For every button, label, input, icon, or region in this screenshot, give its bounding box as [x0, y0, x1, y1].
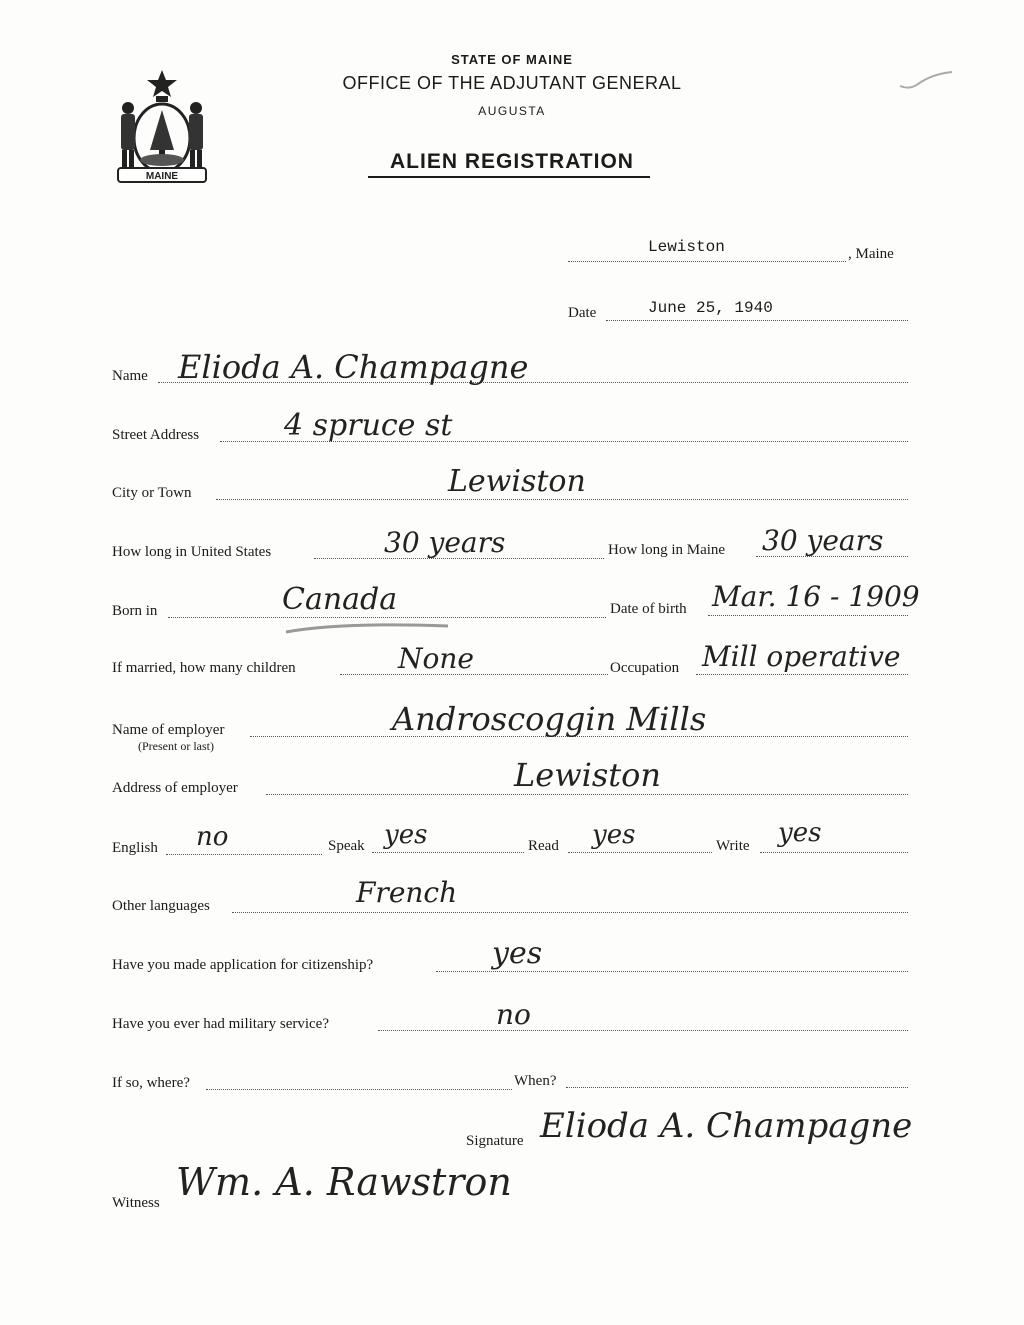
speak-value: yes: [384, 820, 428, 850]
employer-label: Name of employer: [112, 722, 225, 738]
form-title: ALIEN REGISTRATION: [390, 150, 634, 173]
date-label: Date: [568, 305, 597, 321]
birth-date-label: Date of birth: [610, 601, 687, 617]
write-label: Write: [716, 838, 750, 854]
location-town: Lewiston: [648, 238, 725, 256]
maine-duration-label: How long in Maine: [608, 542, 726, 558]
where-label: If so, where?: [112, 1075, 190, 1091]
title-underline: [368, 176, 650, 178]
speak-label: Speak: [328, 838, 365, 854]
signature-label: Signature: [466, 1133, 524, 1149]
other-languages-value: French: [356, 876, 458, 909]
english-label: English: [112, 840, 158, 856]
write-value: yes: [778, 818, 822, 848]
employer-sublabel: (Present or last): [138, 739, 214, 753]
born-in-underline-mark: [282, 620, 452, 636]
employer-address-label: Address of employer: [112, 780, 238, 796]
children-value: None: [398, 642, 474, 675]
english-value: no: [196, 822, 229, 852]
other-languages-label: Other languages: [112, 898, 210, 914]
read-label: Read: [528, 838, 559, 854]
citizenship-label: Have you made application for citizenship?: [112, 957, 374, 973]
citizenship-value: yes: [492, 936, 543, 971]
born-in-label: Born in: [112, 603, 158, 619]
location-suffix: , Maine: [848, 246, 894, 262]
witness-label: Witness: [112, 1195, 160, 1211]
maine-duration-value: 30 years: [762, 524, 884, 557]
maine-state-seal-icon: [112, 68, 212, 186]
employer-value: Androscoggin Mills: [392, 700, 707, 738]
check-mark-icon: [896, 66, 956, 94]
born-in-value: Canada: [282, 582, 398, 617]
when-label: When?: [514, 1073, 557, 1089]
header-state: STATE OF MAINE: [451, 52, 573, 67]
read-value: yes: [592, 820, 636, 850]
military-value: no: [496, 998, 531, 1031]
occupation-label: Occupation: [610, 660, 680, 676]
header-city: AUGUSTA: [478, 104, 546, 118]
birth-date-value: Mar. 16 - 1909: [712, 580, 920, 613]
employer-address-value: Lewiston: [514, 756, 661, 794]
header-office: OFFICE OF THE ADJUTANT GENERAL: [342, 73, 682, 93]
children-label: If married, how many children: [112, 660, 296, 676]
signature-value: Elioda A. Champagne: [540, 1106, 913, 1146]
military-label: Have you ever had military service?: [112, 1016, 329, 1032]
witness-value: Wm. A. Rawstron: [176, 1160, 512, 1204]
us-duration-label: How long in United States: [112, 544, 272, 560]
occupation-value: Mill operative: [702, 640, 901, 673]
city-label: City or Town: [112, 485, 192, 501]
name-label: Name: [112, 368, 148, 384]
date-value: June 25, 1940: [648, 299, 773, 317]
city-value: Lewiston: [448, 464, 586, 499]
street-value: 4 spruce st: [284, 408, 453, 443]
seal-motto: MAINE: [145, 171, 179, 182]
street-label: Street Address: [112, 427, 200, 443]
name-value: Elioda A. Champagne: [178, 348, 529, 386]
us-duration-value: 30 years: [384, 526, 506, 559]
